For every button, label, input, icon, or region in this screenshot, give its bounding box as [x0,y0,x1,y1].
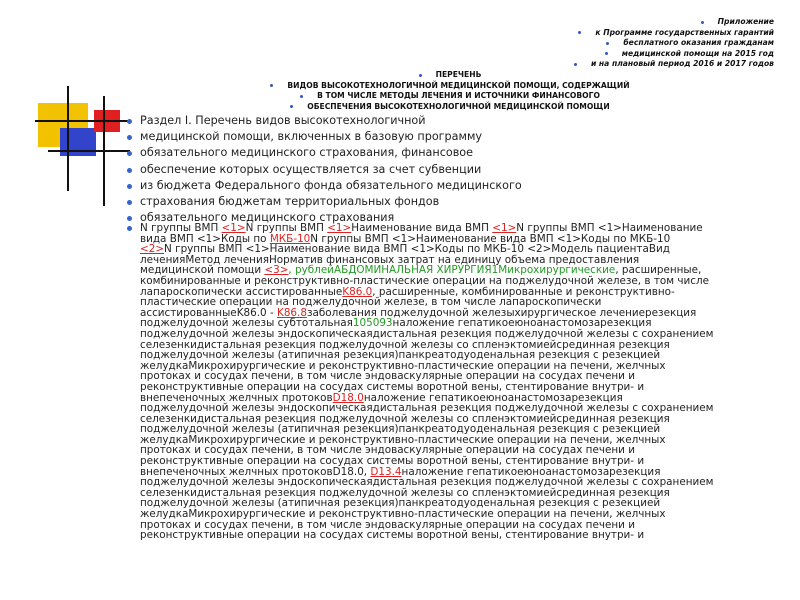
list-item: страхования бюджетам территориальных фондов [124,194,784,210]
horizontal-line-1 [35,120,130,122]
text-line: желудкаМикрохирургические и реконструктивно-пластические операции на печени, желчных [140,433,666,446]
footnote-link[interactable]: <2> [140,243,165,256]
vertical-line-1 [67,86,69,191]
title-line: ОБЕСПЕЧЕНИЯ ВЫСОКОТЕХНОЛОГИЧНОЙ МЕДИЦИНСКОЙ ПОМОЩИ [245,102,655,113]
text-line: протоках и сосудах печени, в том числе эндоваскулярные операции на сосудах печени и [140,444,635,457]
text-line: внепеченочных желчных протоковD18.0наложение гепатикоеюноанастомозарезекция [140,391,623,404]
text-line: протоках и сосудах печени, в том числе эндоваскулярные операции на сосудах печени и [140,518,635,531]
header-line: к Программе государственных гарантий [434,28,774,39]
body-paragraph [140,223,790,541]
bullet-icon [270,84,273,87]
title-line: В ТОМ ЧИСЛЕ МЕТОДЫ ЛЕЧЕНИЯ И ИСТОЧНИКИ ФИНАНСОВОГО [245,91,655,102]
list-item: Раздел I. Перечень видов высокотехнологичной [124,113,784,129]
bullet-icon [605,52,608,55]
text-line: внепеченочных желчных протоковD18.0, D13.4наложение гепатикоеюноанастомозарезекция [140,465,661,478]
text-line: селезенкидистальная резекция поджелудочной железы со спленэктомиейсрединная резекция [140,486,670,499]
appendix-header [434,17,774,70]
bullet-icon [606,42,609,45]
text-line: селезенкидистальная резекция поджелудочной железы со спленэктомиейсрединная резекция [140,338,670,351]
footnote-link[interactable]: <1> [492,222,517,234]
text-line: реконструктивные операции на сосудах системы воротной вены, стентирование внутри- и [140,455,645,468]
text-line: леченияМетод леченияНорматив финансовых затрат на единицу объема предоставления [140,253,640,266]
text-line: поджелудочной железы (атипичная резекция)панкреатодуоденальная резекция с резекцией [140,497,661,510]
footnote-link[interactable]: <1> [221,222,246,234]
text-line: поджелудочной железы эндоскопическаядистальная резекция поджелудочной железы с сохранением [140,476,714,489]
code-link[interactable]: МКБ-10 [269,232,311,245]
list-item: из бюджета Федерального фонда обязательного медицинского [124,178,784,194]
text-line: вида ВМП <1>Коды по МКБ-10N группы ВМП <1>Наименование вида ВМП <1>Коды по МКБ-10 [140,232,671,245]
list-item: обязательного медицинского страхования, финансовое [124,145,784,161]
decoration [0,0,130,220]
header-line: и на плановый период 2016 и 2017 годов [434,59,774,70]
text-line: комбинированные и реконструктивно-пластические операции на поджелудочной железе, в том числе [140,274,710,287]
text-line: поджелудочной железы эндоскопическаядистальная резекция поджелудочной железы с сохранением [140,402,714,415]
code-link[interactable]: K86.0 [342,285,373,298]
bullet-icon [419,74,422,77]
text-line: реконструктивные операции на сосудах системы воротной вены, стентирование внутри- и [140,380,645,393]
title-line: ВИДОВ ВЫСОКОТЕХНОЛОГИЧНОЙ МЕДИЦИНСКОЙ ПОМОЩИ, СОДЕРЖАЩИЙ [245,81,655,92]
code-link[interactable]: D18.0 [332,391,364,404]
title-line: ПЕРЕЧЕНЬ [245,70,655,81]
text-line: <2>N группы ВМП <1>Наименование вида ВМП <1>Коды по МКБ-10 <2>Модель пациентаВид [140,243,670,256]
horizontal-line-2 [48,150,130,152]
bullet-icon [701,21,704,24]
text-line: желудкаМикрохирургические и реконструктивно-пластические операции на печени, желчных [140,508,666,521]
bullet-icon [290,105,293,108]
green-text: , рублейАБДОМИНАЛЬНАЯ ХИРУРГИЯ1Микрохирургические [288,264,616,277]
text-line: поджелудочной железы (атипичная резекция)панкреатодуоденальная резекция с резекцией [140,349,661,362]
text-line: медицинской помощи <3>, рублейАБДОМИНАЛЬНАЯ ХИРУРГИЯ1Микрохирургические, расширенные, [140,264,702,277]
text-line: селезенкидистальная резекция поджелудочной железы со спленэктомиейсрединная резекция [140,412,670,425]
section-list [124,113,784,226]
code-link[interactable]: K86.8 [277,306,307,319]
text-line: пластические операции на поджелудочной железе, в том числе лапароскопически [140,296,602,309]
footnote-link[interactable]: <1> [327,222,352,234]
code-link[interactable]: D13.4 [370,465,402,478]
text-line: поджелудочной железы субтотальная105093наложение гепатикоеюноанастомозарезекция [140,317,652,330]
bullet-icon [578,31,581,34]
text-line: протоках и сосудах печени, в том числе эндоваскулярные операции на сосудах печени и [140,370,635,383]
header-line: Приложение [434,17,774,28]
text-line: поджелудочной железы эндоскопическаядистальная резекция поджелудочной железы с сохранением [140,327,714,340]
text-line: реконструктивные операции на сосудах системы воротной вены, стентирование внутри- и [140,529,645,542]
text-line: поджелудочной железы (атипичная резекция)панкреатодуоденальная резекция с резекцией [140,423,661,436]
green-text: 105093 [352,317,393,330]
bullet-icon [574,63,577,66]
footnote-link[interactable]: <3> [264,264,289,277]
document-title [245,70,655,112]
list-item: обязательного медицинского страхования [124,210,784,226]
text-line: желудкаМикрохирургические и реконструктивно-пластические операции на печени, желчных [140,359,666,372]
list-item: медицинской помощи, включенных в базовую программу [124,129,784,145]
text-line: ассистированныеK86.0 - K86.8заболевания поджелудочной железыхирургическое лечениерезекция [140,306,697,319]
header-line: медицинской помощи на 2015 год [434,49,774,60]
text-line: лапароскопически ассистированныеK86.0, расширенные, комбинированные и реконструктивно- [140,285,675,298]
header-line: бесплатного оказания гражданам [434,38,774,49]
list-item: обеспечение которых осуществляется за счет субвенции [124,162,784,178]
text-line: N группы ВМП <1>N группы ВМП <1>Наименование вида ВМП <1>N группы ВМП <1>Наименование [140,222,703,234]
bullet-icon [300,95,303,98]
